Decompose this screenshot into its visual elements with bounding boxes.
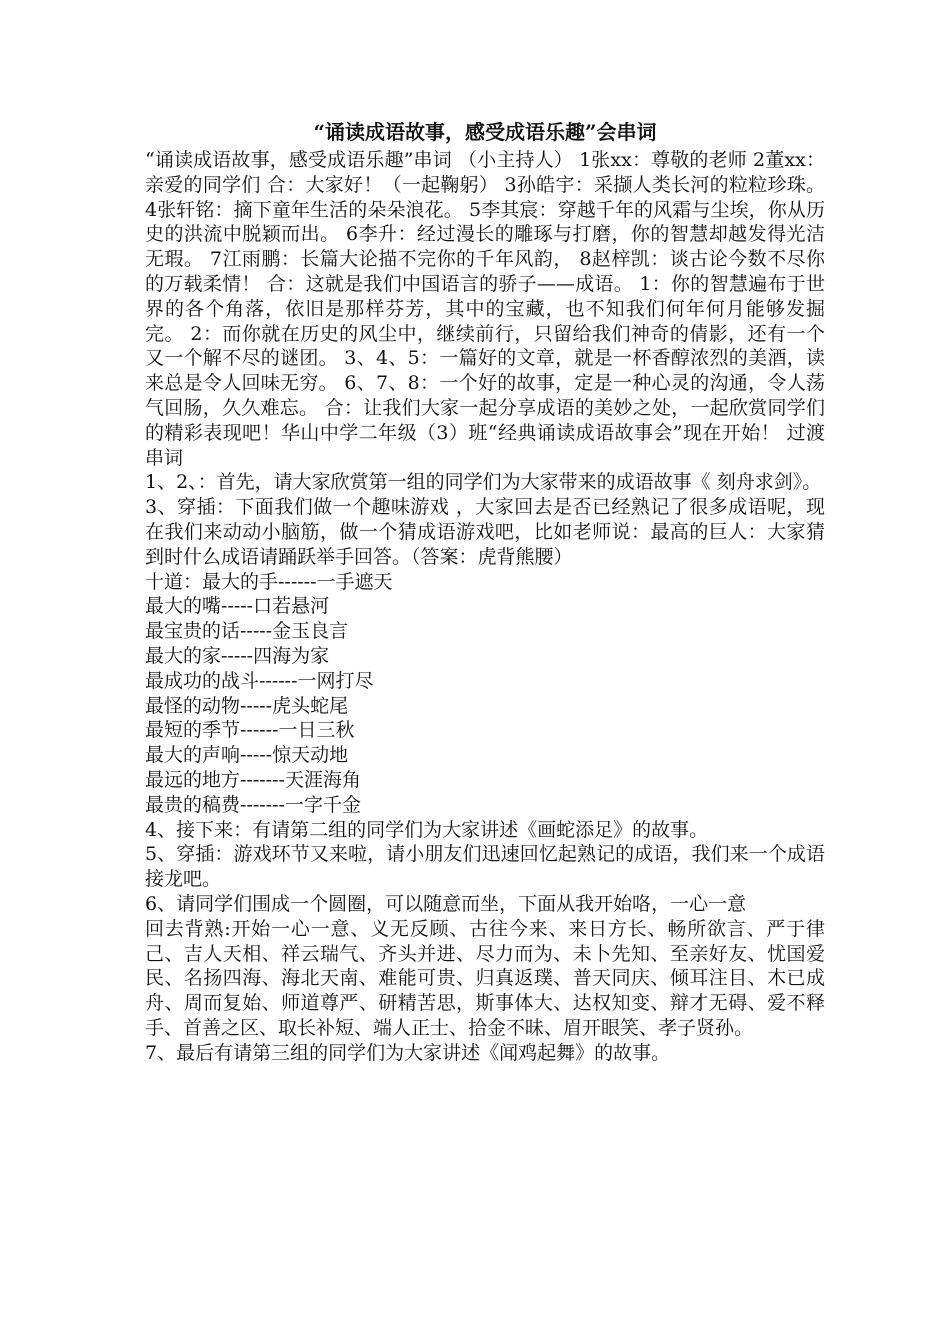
step-6-paragraph: 6、请同学们围成一个圆圈，可以随意而坐，下面从我开始咯，一心一意 [145, 892, 747, 915]
riddle-item: 最成功的战斗------一网打尽 [145, 669, 374, 692]
intro-paragraph: “诵读成语故事，感受成语乐趣”串词 （小主持人） 1张xx：尊敬的老师 2董xx：亲爱的同学们 合：大家好！（一起鞠躬） 3孙皓宇：采撷人类长河的粒粒珍珠。 4张轩铭：摘下童年生活的朵朵浪花。 5李其宸：穿越千年的风霜与尘埃，你从历史的洪流中脱颖而出。 6李升：经过漫长的雕琢与打磨，你的智慧却越发得光洁无瑕。 7江雨鹏：长篇大论描不完你的千年风韵， 8赵梓凯：谈古论今数不尽你的万载柔情！ 合：这就是我们中国语言的骄子——成语。 1：你的智慧遍布于世界的各个角落，依旧是那样芬芳，其中的宝藏，也不知我们何年何月能够发掘完。 2：而你就在历史的风尘中，继续前行，只留给我们神奇的倩影，还有一个又一个解不尽的谜团。 3、4、5：一篇好的文章，就是一杯香醇浓烈的美酒，读来总是令人回味无穷。 6、7、8：一个好的故事，定是一种心灵的沟通，令人荡气回肠，久久难忘。 合：让我们大家一起分享成语的美妙之处，一起欣赏同学们的精彩表现吧！华山中学二年级（3）班“经典诵读成语故事会”现在开始！ 过渡串词 [145, 149, 825, 469]
step-1-2-paragraph: 1、2、：首先，请大家欣赏第一组的同学们为大家带来的成语故事《 刻舟求剑》。 [145, 471, 822, 494]
recite-paragraph: 回去背熟:开始一心一意、义无反顾、古往今来、来日方长、畅所欲言、严于律己、吉人天相、祥云瑞气、齐头并进、尽力而为、未卜先知、至亲好友、忧国爱民、名扬四海、海北天南、难能可贵、归真返璞、普天同庆、倾耳注目、木已成舟、周而复始、师道尊严、研精苦思，斯事体大、达权知变、辩才无碍、爱不释手、首善之区、取长补短、端人正士、拾金不昧、眉开眼笑、孝子贤孙。 [145, 917, 825, 1039]
riddle-item: 十道：最大的手------一手遮天 [145, 570, 393, 593]
step-7-paragraph: 7、最后有请第三组的同学们为大家讲述《闻鸡起舞》的故事。 [145, 1041, 671, 1064]
document-title: “诵读成语故事，感受成语乐趣”会串词 [313, 120, 657, 144]
riddle-item: 最大的声响-----惊天动地 [145, 744, 349, 767]
riddle-item: 最宝贵的话-----金玉良言 [145, 620, 349, 643]
step-5-paragraph: 5、穿插：游戏环节又来啦，请小朋友们迅速回忆起熟记的成语，我们来一个成语接龙吧。 [145, 843, 825, 891]
riddle-item: 最怪的动物-----虎头蛇尾 [145, 694, 349, 717]
riddle-item: 最短的季节------一日三秋 [145, 719, 355, 742]
riddle-item: 最大的嘴-----口若悬河 [145, 595, 330, 618]
document-page [145, 118, 825, 1065]
step-4-paragraph: 4、接下来：有请第二组的同学们为大家讲述《画蛇添足》的故事。 [145, 818, 709, 841]
riddle-item: 最大的家-----四海为家 [145, 644, 330, 667]
riddle-item: 最贵的稿费-------一字千金 [145, 793, 361, 816]
riddle-item: 最远的地方-------天涯海角 [145, 768, 361, 791]
riddle-list [145, 570, 825, 818]
step-3-paragraph: 3、穿插：下面我们做一个趣味游戏 ，大家回去是否已经熟记了很多成语呢，现在我们来动动小脑筋，做一个猜成语游戏吧，比如老师说：最高的巨人：大家猜到时什么成语请踊跃举手回答。（答案：虎背熊腰） [145, 496, 825, 568]
